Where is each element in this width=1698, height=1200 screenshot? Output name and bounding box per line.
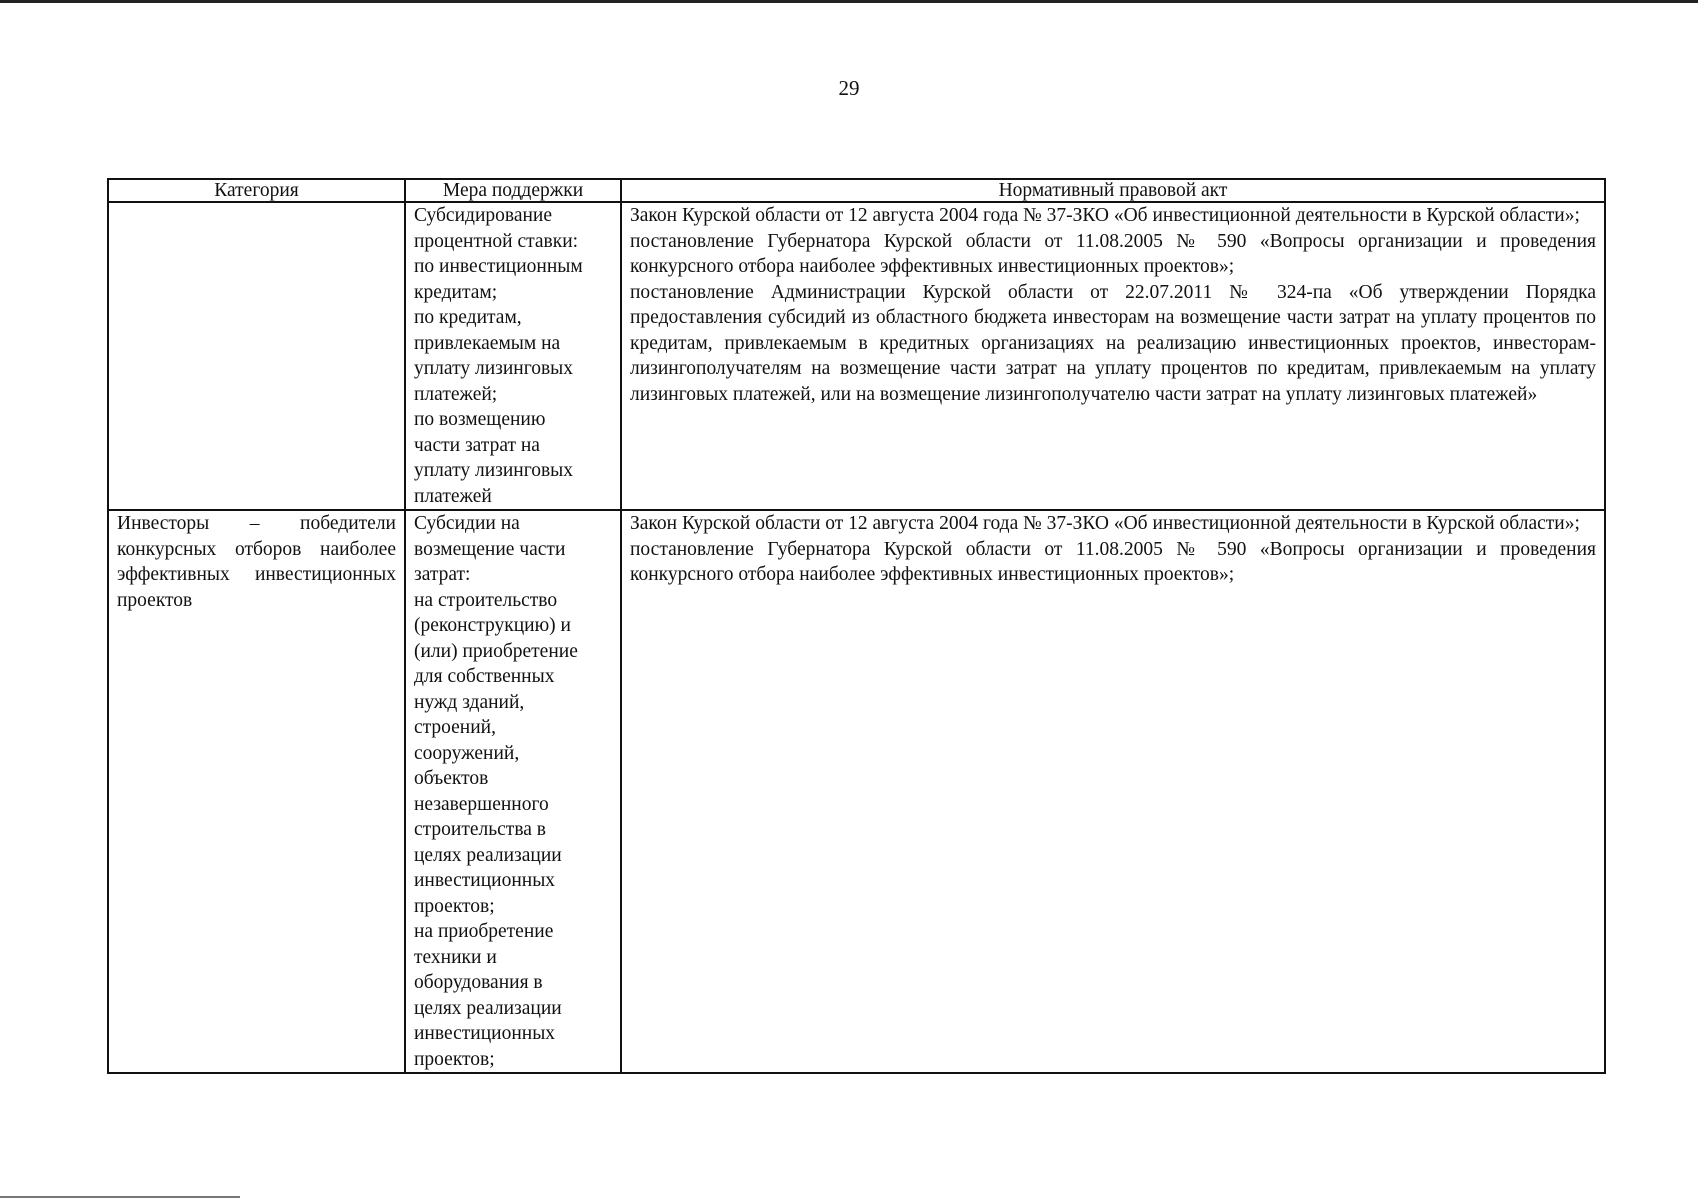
measure-line: привлекаемым на (414, 332, 561, 354)
measure-line: целях реализации (414, 997, 562, 1019)
measure-line: нужд зданий, (414, 691, 525, 713)
legal-act-entry: Закон Курской области от 12 августа 2004 года № 37-ЗКО «Об инвестиционной деятельности в Курской области»; (630, 205, 1580, 226)
measure-line: строительства в (414, 819, 547, 840)
table-header-row (108, 179, 1605, 202)
legal-act-cell (621, 510, 1605, 1073)
page-number: 29 (838, 76, 860, 100)
header-category: Категория (108, 179, 405, 202)
legal-act-entry: постановление Губернатора Курской области от 11.08.2005 № 590 «Вопросы организации и проведения конкурсного отбора наиболее эффективных инвестиционных проектов»; (630, 230, 1596, 277)
measure-line: объектов (414, 768, 489, 789)
measure-line: части затрат на (414, 434, 540, 456)
legal-act-entry: постановление Губернатора Курской области от 11.08.2005 № 590 «Вопросы организации и проведения конкурсного отбора наиболее эффективных инвестиционных проектов»; (630, 538, 1596, 585)
table-row (108, 510, 1605, 1073)
measure-line: кредитам; (414, 281, 498, 303)
measure-line: незавершенного (414, 793, 549, 815)
category-cell (108, 202, 405, 510)
table-row (108, 202, 1605, 510)
measure-line: на приобретение (414, 921, 554, 942)
measure-line: по инвестиционным (414, 256, 583, 277)
measure-line: Субсидии на (414, 513, 520, 534)
measure-line: для собственных (414, 666, 555, 687)
measure-line: платежей (414, 485, 492, 507)
measure-line: по возмещению (414, 409, 546, 430)
page-top-edge (0, 0, 1698, 3)
measure-line: проектов; (414, 895, 495, 917)
measure-line: на строительство (414, 589, 558, 611)
measure-line: (или) приобретение (414, 640, 578, 662)
legal-act-entry: постановление Администрации Курской области от 22.07.2011 № 324-па «Об утверждении Порядка предоставления субсидий из областного бюджета инвесторам на возмещение части затрат на уплату процентов по кредитам, привлекаемым в кредитных организациях на реализацию инвестиционных проектов, инвесторам-лизингополучателям на возмещение части затрат на уплату процентов по кредитам, привлекаемым на уплату лизинговых платежей, или на возмещение лизингополучателю части затрат на уплату лизинговых платежей» (630, 281, 1596, 405)
measure-line: инвестиционных (414, 1023, 556, 1044)
measure-line: Субсидирование (414, 205, 553, 226)
measure-line: затрат: (414, 564, 471, 585)
measure-line: по кредитам, (414, 307, 522, 328)
measure-line: целях реализации (414, 844, 562, 866)
measure-line: процентной ставки: (414, 230, 579, 252)
measure-line: проектов; (414, 1048, 495, 1070)
measure-line: строений, (414, 717, 496, 738)
category-cell: Инвесторы – победители конкурсных отборов наиболее эффективных инвестиционных проектов (108, 510, 405, 1073)
measure-line: техники и (414, 946, 497, 968)
legal-act-entry: Закон Курской области от 12 августа 2004 года № 37-ЗКО «Об инвестиционной деятельности в Курской области»; (630, 513, 1580, 534)
measure-line: уплату лизинговых (414, 358, 574, 379)
measure-line: инвестиционных (414, 870, 556, 891)
measure-line: уплату лизинговых (414, 460, 574, 481)
measure-line: платежей; (414, 383, 498, 405)
header-legal-act: Нормативный правовой акт (621, 179, 1605, 202)
support-measures-table (107, 178, 1606, 1074)
measure-line: (реконструкцию) и (414, 615, 571, 636)
support-measure-cell (405, 202, 621, 510)
measure-line: возмещение части (414, 538, 566, 560)
header-support-measure: Мера поддержки (405, 179, 621, 202)
legal-act-cell (621, 202, 1605, 510)
scan-edge-mark (0, 1196, 240, 1198)
measure-line: оборудования в (414, 972, 543, 993)
support-measure-cell (405, 510, 621, 1073)
measure-line: сооружений, (414, 742, 520, 764)
